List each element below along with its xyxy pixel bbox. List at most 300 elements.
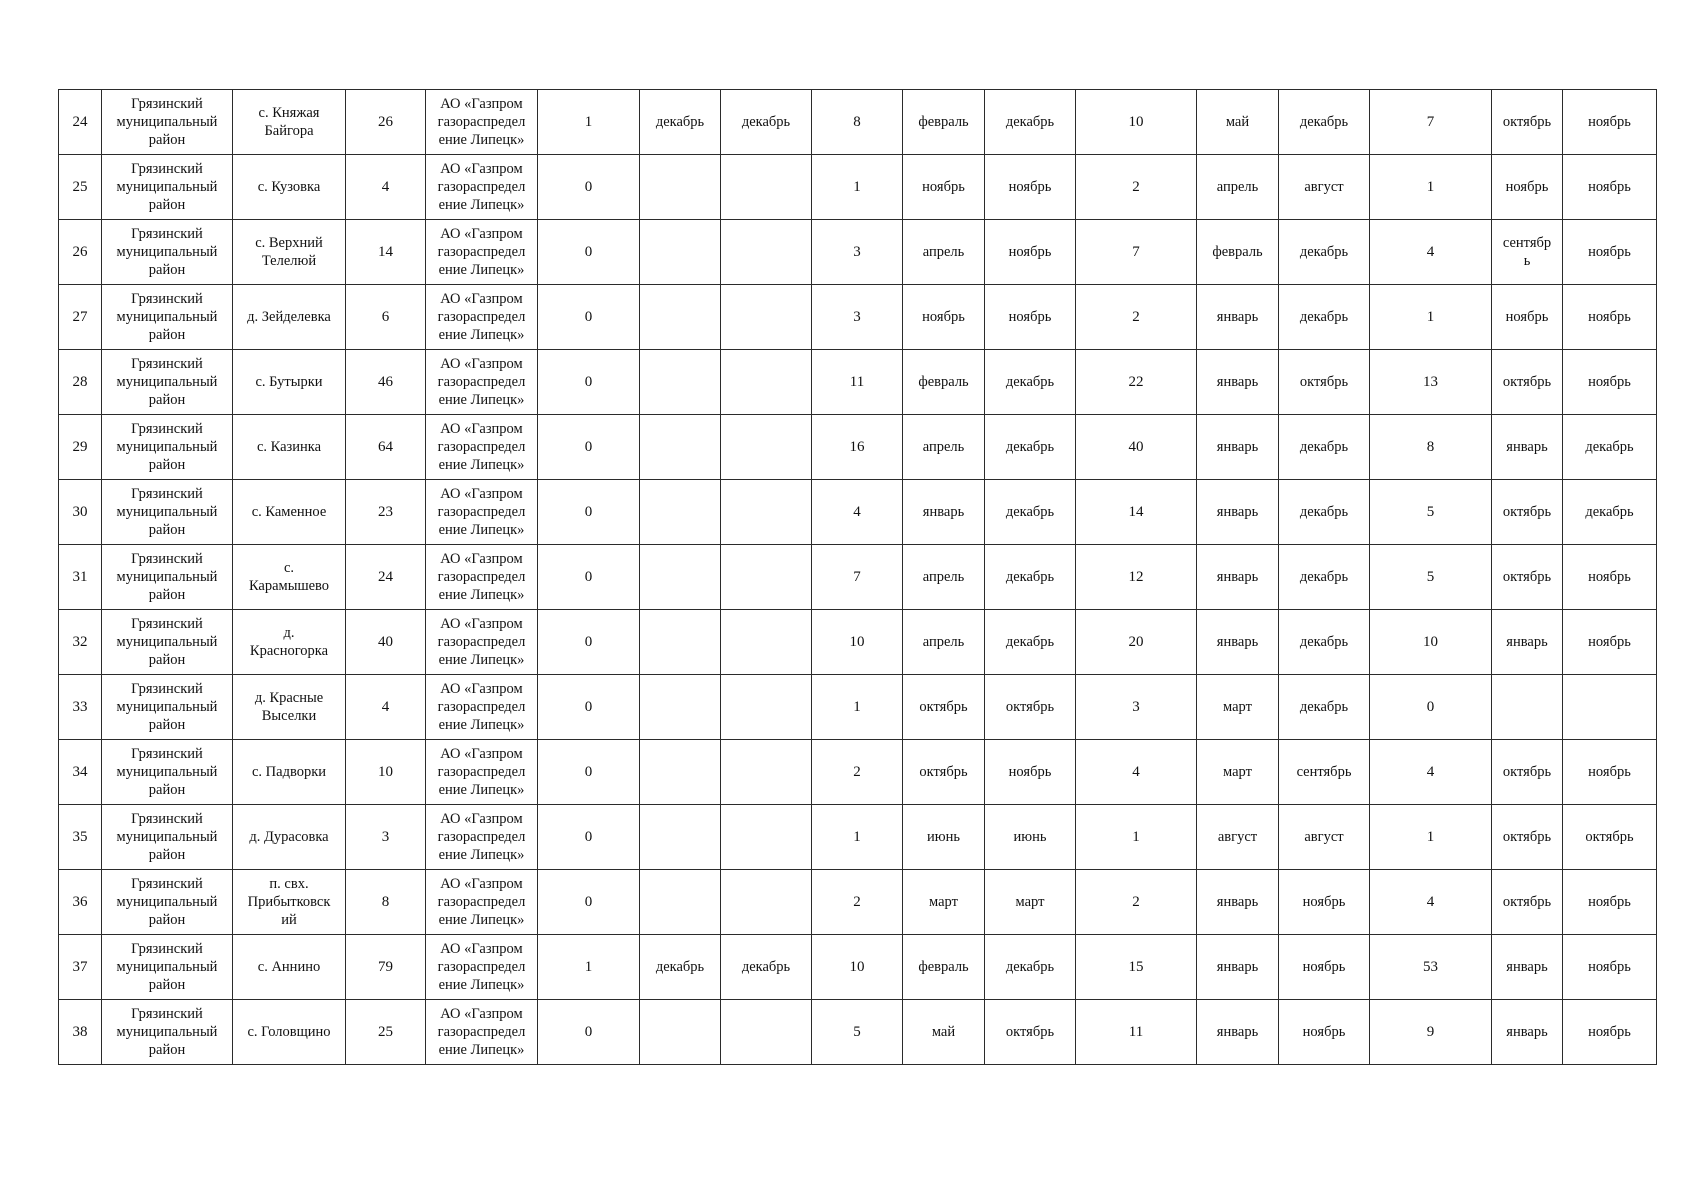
cell-group3-count: 40	[1076, 415, 1197, 480]
cell-row-number: 26	[59, 220, 102, 285]
cell-text-line: ение Липецк»	[438, 717, 525, 733]
cell-group4-end: декабрь	[1563, 415, 1657, 480]
cell-text-line: АО «Газпром	[440, 811, 523, 827]
cell-group2-count: 11	[812, 350, 903, 415]
cell-group4-end: ноябрь	[1563, 935, 1657, 1000]
cell-text-line: с. Каменное	[251, 504, 327, 520]
cell-district	[102, 545, 233, 610]
cell-total-count: 6	[346, 285, 426, 350]
cell-text-line: октябрь	[1502, 114, 1552, 130]
cell-settlement	[233, 155, 346, 220]
cell-text-line: ение Липецк»	[438, 457, 525, 473]
cell-text-line: с. Казинка	[256, 439, 322, 455]
cell-row-number: 27	[59, 285, 102, 350]
cell-organization	[426, 545, 538, 610]
cell-group4-end	[1563, 675, 1657, 740]
cell-text-line: муниципальный	[116, 439, 218, 455]
cell-text-line: октябрь	[1502, 829, 1552, 845]
cell-settlement	[233, 805, 346, 870]
cell-text-line: муниципальный	[116, 959, 218, 975]
cell-district	[102, 415, 233, 480]
cell-group4-count: 7	[1370, 90, 1492, 155]
table-row	[59, 350, 1657, 415]
cell-group1-count: 0	[538, 545, 640, 610]
cell-group1-end	[721, 1000, 812, 1065]
cell-text-line: Грязинский	[131, 226, 203, 242]
cell-text-line: ение Липецк»	[438, 912, 525, 928]
cell-group1-end	[721, 220, 812, 285]
cell-group1-end	[721, 610, 812, 675]
cell-group1-start	[640, 610, 721, 675]
cell-text-line: газораспредел	[437, 829, 526, 845]
table-row	[59, 545, 1657, 610]
cell-group2-start: октябрь	[903, 740, 985, 805]
cell-text-line: АО «Газпром	[440, 291, 523, 307]
cell-group1-count: 0	[538, 870, 640, 935]
cell-text-line: район	[148, 652, 186, 668]
cell-settlement	[233, 220, 346, 285]
cell-text-line: газораспредел	[437, 634, 526, 650]
cell-group3-count: 11	[1076, 1000, 1197, 1065]
cell-text-line: Красногорка	[249, 643, 329, 659]
cell-text-line: ение Липецк»	[438, 262, 525, 278]
cell-settlement	[233, 740, 346, 805]
cell-group1-start	[640, 1000, 721, 1065]
cell-group3-start: январь	[1197, 350, 1279, 415]
cell-text-line: ноябрь	[1505, 179, 1549, 195]
table-row	[59, 740, 1657, 805]
cell-row-number: 28	[59, 350, 102, 415]
cell-group3-count: 10	[1076, 90, 1197, 155]
cell-district	[102, 220, 233, 285]
cell-text-line: район	[148, 457, 186, 473]
cell-group2-count: 2	[812, 740, 903, 805]
cell-row-number: 29	[59, 415, 102, 480]
cell-text-line: Карамышево	[248, 578, 330, 594]
cell-text-line: АО «Газпром	[440, 1006, 523, 1022]
cell-text-line: район	[148, 587, 186, 603]
cell-group3-start: февраль	[1197, 220, 1279, 285]
cell-text-line: газораспредел	[437, 244, 526, 260]
cell-text-line: д. Красные	[254, 690, 324, 706]
cell-settlement	[233, 480, 346, 545]
cell-group1-count: 0	[538, 480, 640, 545]
cell-group1-count: 0	[538, 350, 640, 415]
cell-group1-start	[640, 870, 721, 935]
cell-text-line: ь	[1523, 253, 1531, 269]
cell-group2-count: 10	[812, 935, 903, 1000]
cell-group4-end: ноябрь	[1563, 1000, 1657, 1065]
cell-group3-start: январь	[1197, 935, 1279, 1000]
cell-text-line: ение Липецк»	[438, 197, 525, 213]
cell-group3-end: ноябрь	[1279, 935, 1370, 1000]
cell-text-line: АО «Газпром	[440, 616, 523, 632]
cell-group3-count: 2	[1076, 285, 1197, 350]
cell-total-count: 26	[346, 90, 426, 155]
cell-text-line: муниципальный	[116, 114, 218, 130]
cell-district	[102, 155, 233, 220]
cell-group1-end	[721, 350, 812, 415]
cell-group4-count: 53	[1370, 935, 1492, 1000]
cell-group2-start: июнь	[903, 805, 985, 870]
cell-group4-start	[1492, 155, 1563, 220]
cell-group4-count: 1	[1370, 285, 1492, 350]
cell-text-line: ение Липецк»	[438, 587, 525, 603]
cell-row-number: 30	[59, 480, 102, 545]
table-row	[59, 155, 1657, 220]
cell-text-line: район	[148, 132, 186, 148]
cell-group1-end	[721, 285, 812, 350]
cell-text-line: АО «Газпром	[440, 876, 523, 892]
cell-text-line: октябрь	[1502, 374, 1552, 390]
table-row	[59, 610, 1657, 675]
cell-group4-count: 1	[1370, 805, 1492, 870]
cell-group4-start	[1492, 415, 1563, 480]
cell-settlement	[233, 610, 346, 675]
cell-organization	[426, 90, 538, 155]
cell-group1-end	[721, 805, 812, 870]
cell-district	[102, 90, 233, 155]
cell-group1-count: 0	[538, 805, 640, 870]
cell-group1-count: 0	[538, 220, 640, 285]
cell-text-line: газораспредел	[437, 894, 526, 910]
cell-group4-start	[1492, 545, 1563, 610]
cell-group2-start: апрель	[903, 220, 985, 285]
cell-text-line: муниципальный	[116, 179, 218, 195]
cell-group1-end: декабрь	[721, 90, 812, 155]
cell-group3-start: январь	[1197, 870, 1279, 935]
cell-group4-count: 10	[1370, 610, 1492, 675]
cell-group1-count: 0	[538, 1000, 640, 1065]
cell-row-number: 37	[59, 935, 102, 1000]
cell-text-line: газораспредел	[437, 1024, 526, 1040]
cell-group2-end: ноябрь	[985, 740, 1076, 805]
cell-text-line: с. Кузовка	[257, 179, 321, 195]
cell-group2-end: декабрь	[985, 350, 1076, 415]
cell-group4-count: 4	[1370, 740, 1492, 805]
cell-group4-start	[1492, 935, 1563, 1000]
cell-group1-start	[640, 415, 721, 480]
cell-text-line: Грязинский	[131, 1006, 203, 1022]
cell-group3-end: декабрь	[1279, 480, 1370, 545]
cell-group3-end: декабрь	[1279, 610, 1370, 675]
cell-group3-count: 15	[1076, 935, 1197, 1000]
cell-group2-count: 1	[812, 675, 903, 740]
cell-organization	[426, 805, 538, 870]
cell-text-line: с.	[283, 560, 295, 576]
cell-group1-start: декабрь	[640, 90, 721, 155]
cell-row-number: 32	[59, 610, 102, 675]
cell-district	[102, 870, 233, 935]
cell-group2-end: июнь	[985, 805, 1076, 870]
cell-group4-count: 5	[1370, 480, 1492, 545]
cell-text-line: Байгора	[264, 123, 314, 139]
cell-group3-count: 3	[1076, 675, 1197, 740]
cell-total-count: 79	[346, 935, 426, 1000]
cell-text-line: ение Липецк»	[438, 522, 525, 538]
cell-text-line: район	[148, 197, 186, 213]
cell-district	[102, 935, 233, 1000]
cell-text-line: муниципальный	[116, 1024, 218, 1040]
cell-text-line: ение Липецк»	[438, 847, 525, 863]
cell-group2-start: октябрь	[903, 675, 985, 740]
cell-settlement	[233, 415, 346, 480]
table-row	[59, 285, 1657, 350]
cell-group1-count: 1	[538, 90, 640, 155]
cell-group4-start	[1492, 740, 1563, 805]
cell-text-line: район	[148, 327, 186, 343]
cell-group3-count: 7	[1076, 220, 1197, 285]
cell-group1-count: 0	[538, 415, 640, 480]
cell-group3-count: 20	[1076, 610, 1197, 675]
cell-text-line: сентябр	[1502, 235, 1552, 251]
cell-group3-start: январь	[1197, 415, 1279, 480]
cell-group2-start: март	[903, 870, 985, 935]
cell-text-line: район	[148, 522, 186, 538]
cell-group1-start: декабрь	[640, 935, 721, 1000]
cell-organization	[426, 285, 538, 350]
cell-total-count: 23	[346, 480, 426, 545]
cell-text-line: АО «Газпром	[440, 551, 523, 567]
cell-text-line: январь	[1506, 439, 1548, 455]
cell-text-line: район	[148, 912, 186, 928]
cell-row-number: 34	[59, 740, 102, 805]
cell-row-number: 38	[59, 1000, 102, 1065]
cell-organization	[426, 610, 538, 675]
cell-text-line: с. Бутырки	[255, 374, 323, 390]
cell-group2-count: 3	[812, 220, 903, 285]
cell-group2-count: 7	[812, 545, 903, 610]
cell-text-line: январь	[1506, 634, 1548, 650]
cell-group2-end: октябрь	[985, 675, 1076, 740]
cell-organization	[426, 870, 538, 935]
cell-group4-end: ноябрь	[1563, 610, 1657, 675]
cell-text-line: газораспредел	[437, 504, 526, 520]
cell-group3-start: январь	[1197, 480, 1279, 545]
cell-group4-start	[1492, 90, 1563, 155]
cell-group4-end: октябрь	[1563, 805, 1657, 870]
cell-group4-end: ноябрь	[1563, 220, 1657, 285]
cell-organization	[426, 220, 538, 285]
cell-organization	[426, 675, 538, 740]
cell-group2-count: 8	[812, 90, 903, 155]
cell-group4-count: 4	[1370, 220, 1492, 285]
cell-district	[102, 740, 233, 805]
cell-settlement	[233, 285, 346, 350]
cell-group2-end: декабрь	[985, 545, 1076, 610]
cell-group2-count: 16	[812, 415, 903, 480]
cell-group1-end	[721, 740, 812, 805]
cell-group2-start: январь	[903, 480, 985, 545]
cell-group2-end: ноябрь	[985, 155, 1076, 220]
cell-group4-count: 0	[1370, 675, 1492, 740]
cell-total-count: 40	[346, 610, 426, 675]
cell-group1-count: 0	[538, 740, 640, 805]
cell-text-line: АО «Газпром	[440, 746, 523, 762]
cell-group1-end	[721, 675, 812, 740]
cell-group3-count: 4	[1076, 740, 1197, 805]
cell-group4-end: ноябрь	[1563, 545, 1657, 610]
cell-text-line: Прибытковск	[247, 894, 331, 910]
cell-text-line: муниципальный	[116, 244, 218, 260]
cell-group2-count: 10	[812, 610, 903, 675]
cell-text-line: муниципальный	[116, 374, 218, 390]
cell-text-line: п. свх.	[269, 876, 309, 892]
cell-group2-count: 5	[812, 1000, 903, 1065]
cell-group4-count: 8	[1370, 415, 1492, 480]
cell-district	[102, 350, 233, 415]
cell-group1-start	[640, 220, 721, 285]
table-row	[59, 90, 1657, 155]
cell-group2-start: апрель	[903, 610, 985, 675]
cell-text-line: район	[148, 1042, 186, 1058]
cell-group3-start: август	[1197, 805, 1279, 870]
cell-group2-start: ноябрь	[903, 285, 985, 350]
cell-group4-count: 1	[1370, 155, 1492, 220]
cell-total-count: 24	[346, 545, 426, 610]
cell-text-line: январь	[1506, 1024, 1548, 1040]
cell-text-line: Телелюй	[261, 253, 317, 269]
cell-text-line: муниципальный	[116, 894, 218, 910]
cell-text-line: с. Падворки	[251, 764, 327, 780]
cell-text-line: муниципальный	[116, 699, 218, 715]
cell-group1-count: 1	[538, 935, 640, 1000]
cell-text-line: ение Липецк»	[438, 132, 525, 148]
cell-group4-start	[1492, 675, 1563, 740]
cell-group2-end: декабрь	[985, 90, 1076, 155]
cell-text-line: газораспредел	[437, 959, 526, 975]
cell-group2-end: ноябрь	[985, 220, 1076, 285]
cell-total-count: 64	[346, 415, 426, 480]
cell-district	[102, 675, 233, 740]
cell-group3-start: январь	[1197, 1000, 1279, 1065]
cell-group2-count: 1	[812, 155, 903, 220]
cell-text-line: ение Липецк»	[438, 782, 525, 798]
cell-text-line: ий	[281, 912, 297, 928]
cell-settlement	[233, 675, 346, 740]
cell-text-line: ноябрь	[1505, 309, 1549, 325]
cell-group1-count: 0	[538, 155, 640, 220]
cell-group4-start	[1492, 805, 1563, 870]
cell-group4-end: ноябрь	[1563, 155, 1657, 220]
cell-group3-end: октябрь	[1279, 350, 1370, 415]
cell-text-line: муниципальный	[116, 634, 218, 650]
cell-group4-start	[1492, 870, 1563, 935]
cell-group4-end: ноябрь	[1563, 350, 1657, 415]
cell-text-line: АО «Газпром	[440, 356, 523, 372]
cell-text-line: Выселки	[261, 708, 317, 724]
cell-text-line: АО «Газпром	[440, 421, 523, 437]
cell-group2-end: декабрь	[985, 415, 1076, 480]
cell-text-line: д. Зейделевка	[247, 309, 331, 325]
cell-group2-count: 1	[812, 805, 903, 870]
cell-group1-start	[640, 740, 721, 805]
cell-text-line: Грязинский	[131, 161, 203, 177]
cell-group3-start: январь	[1197, 610, 1279, 675]
cell-text-line: газораспредел	[437, 374, 526, 390]
cell-district	[102, 480, 233, 545]
cell-text-line: АО «Газпром	[440, 486, 523, 502]
cell-row-number: 36	[59, 870, 102, 935]
cell-group3-end: декабрь	[1279, 675, 1370, 740]
cell-text-line: АО «Газпром	[440, 681, 523, 697]
cell-group4-start	[1492, 1000, 1563, 1065]
cell-total-count: 4	[346, 675, 426, 740]
cell-group2-start: апрель	[903, 545, 985, 610]
cell-group3-end: сентябрь	[1279, 740, 1370, 805]
cell-group2-end: ноябрь	[985, 285, 1076, 350]
cell-text-line: Грязинский	[131, 551, 203, 567]
cell-group2-end: март	[985, 870, 1076, 935]
cell-text-line: Грязинский	[131, 876, 203, 892]
cell-district	[102, 285, 233, 350]
cell-group1-start	[640, 480, 721, 545]
cell-group1-end: декабрь	[721, 935, 812, 1000]
cell-group3-count: 12	[1076, 545, 1197, 610]
cell-group1-start	[640, 285, 721, 350]
cell-text-line: Грязинский	[131, 616, 203, 632]
table-row	[59, 1000, 1657, 1065]
cell-text-line: Грязинский	[131, 96, 203, 112]
cell-group3-end: декабрь	[1279, 545, 1370, 610]
cell-total-count: 8	[346, 870, 426, 935]
cell-group3-end: декабрь	[1279, 415, 1370, 480]
cell-row-number: 24	[59, 90, 102, 155]
cell-text-line: Грязинский	[131, 486, 203, 502]
cell-text-line: д.	[283, 625, 295, 641]
cell-group4-count: 13	[1370, 350, 1492, 415]
cell-group1-count: 0	[538, 675, 640, 740]
cell-group3-start: март	[1197, 675, 1279, 740]
cell-total-count: 25	[346, 1000, 426, 1065]
cell-group4-end: декабрь	[1563, 480, 1657, 545]
cell-organization	[426, 350, 538, 415]
cell-total-count: 10	[346, 740, 426, 805]
cell-group2-end: декабрь	[985, 935, 1076, 1000]
table-row	[59, 675, 1657, 740]
cell-text-line: ение Липецк»	[438, 652, 525, 668]
cell-text-line: газораспредел	[437, 569, 526, 585]
cell-text-line: Грязинский	[131, 681, 203, 697]
cell-group1-start	[640, 805, 721, 870]
cell-group4-start	[1492, 610, 1563, 675]
cell-district	[102, 805, 233, 870]
cell-organization	[426, 155, 538, 220]
cell-text-line: газораспредел	[437, 699, 526, 715]
cell-group3-end: ноябрь	[1279, 870, 1370, 935]
cell-group2-start: февраль	[903, 90, 985, 155]
cell-group3-end: декабрь	[1279, 220, 1370, 285]
cell-text-line: газораспредел	[437, 309, 526, 325]
cell-group2-start: апрель	[903, 415, 985, 480]
cell-text-line: январь	[1506, 959, 1548, 975]
cell-text-line: Грязинский	[131, 421, 203, 437]
cell-group3-start: январь	[1197, 545, 1279, 610]
cell-group4-end: ноябрь	[1563, 90, 1657, 155]
cell-text-line: АО «Газпром	[440, 226, 523, 242]
cell-text-line: октябрь	[1502, 764, 1552, 780]
cell-text-line: муниципальный	[116, 829, 218, 845]
cell-group3-count: 22	[1076, 350, 1197, 415]
cell-group3-count: 2	[1076, 870, 1197, 935]
cell-text-line: газораспредел	[437, 179, 526, 195]
cell-total-count: 4	[346, 155, 426, 220]
cell-group1-end	[721, 480, 812, 545]
cell-settlement	[233, 1000, 346, 1065]
cell-group1-end	[721, 415, 812, 480]
cell-text-line: газораспредел	[437, 439, 526, 455]
cell-total-count: 46	[346, 350, 426, 415]
